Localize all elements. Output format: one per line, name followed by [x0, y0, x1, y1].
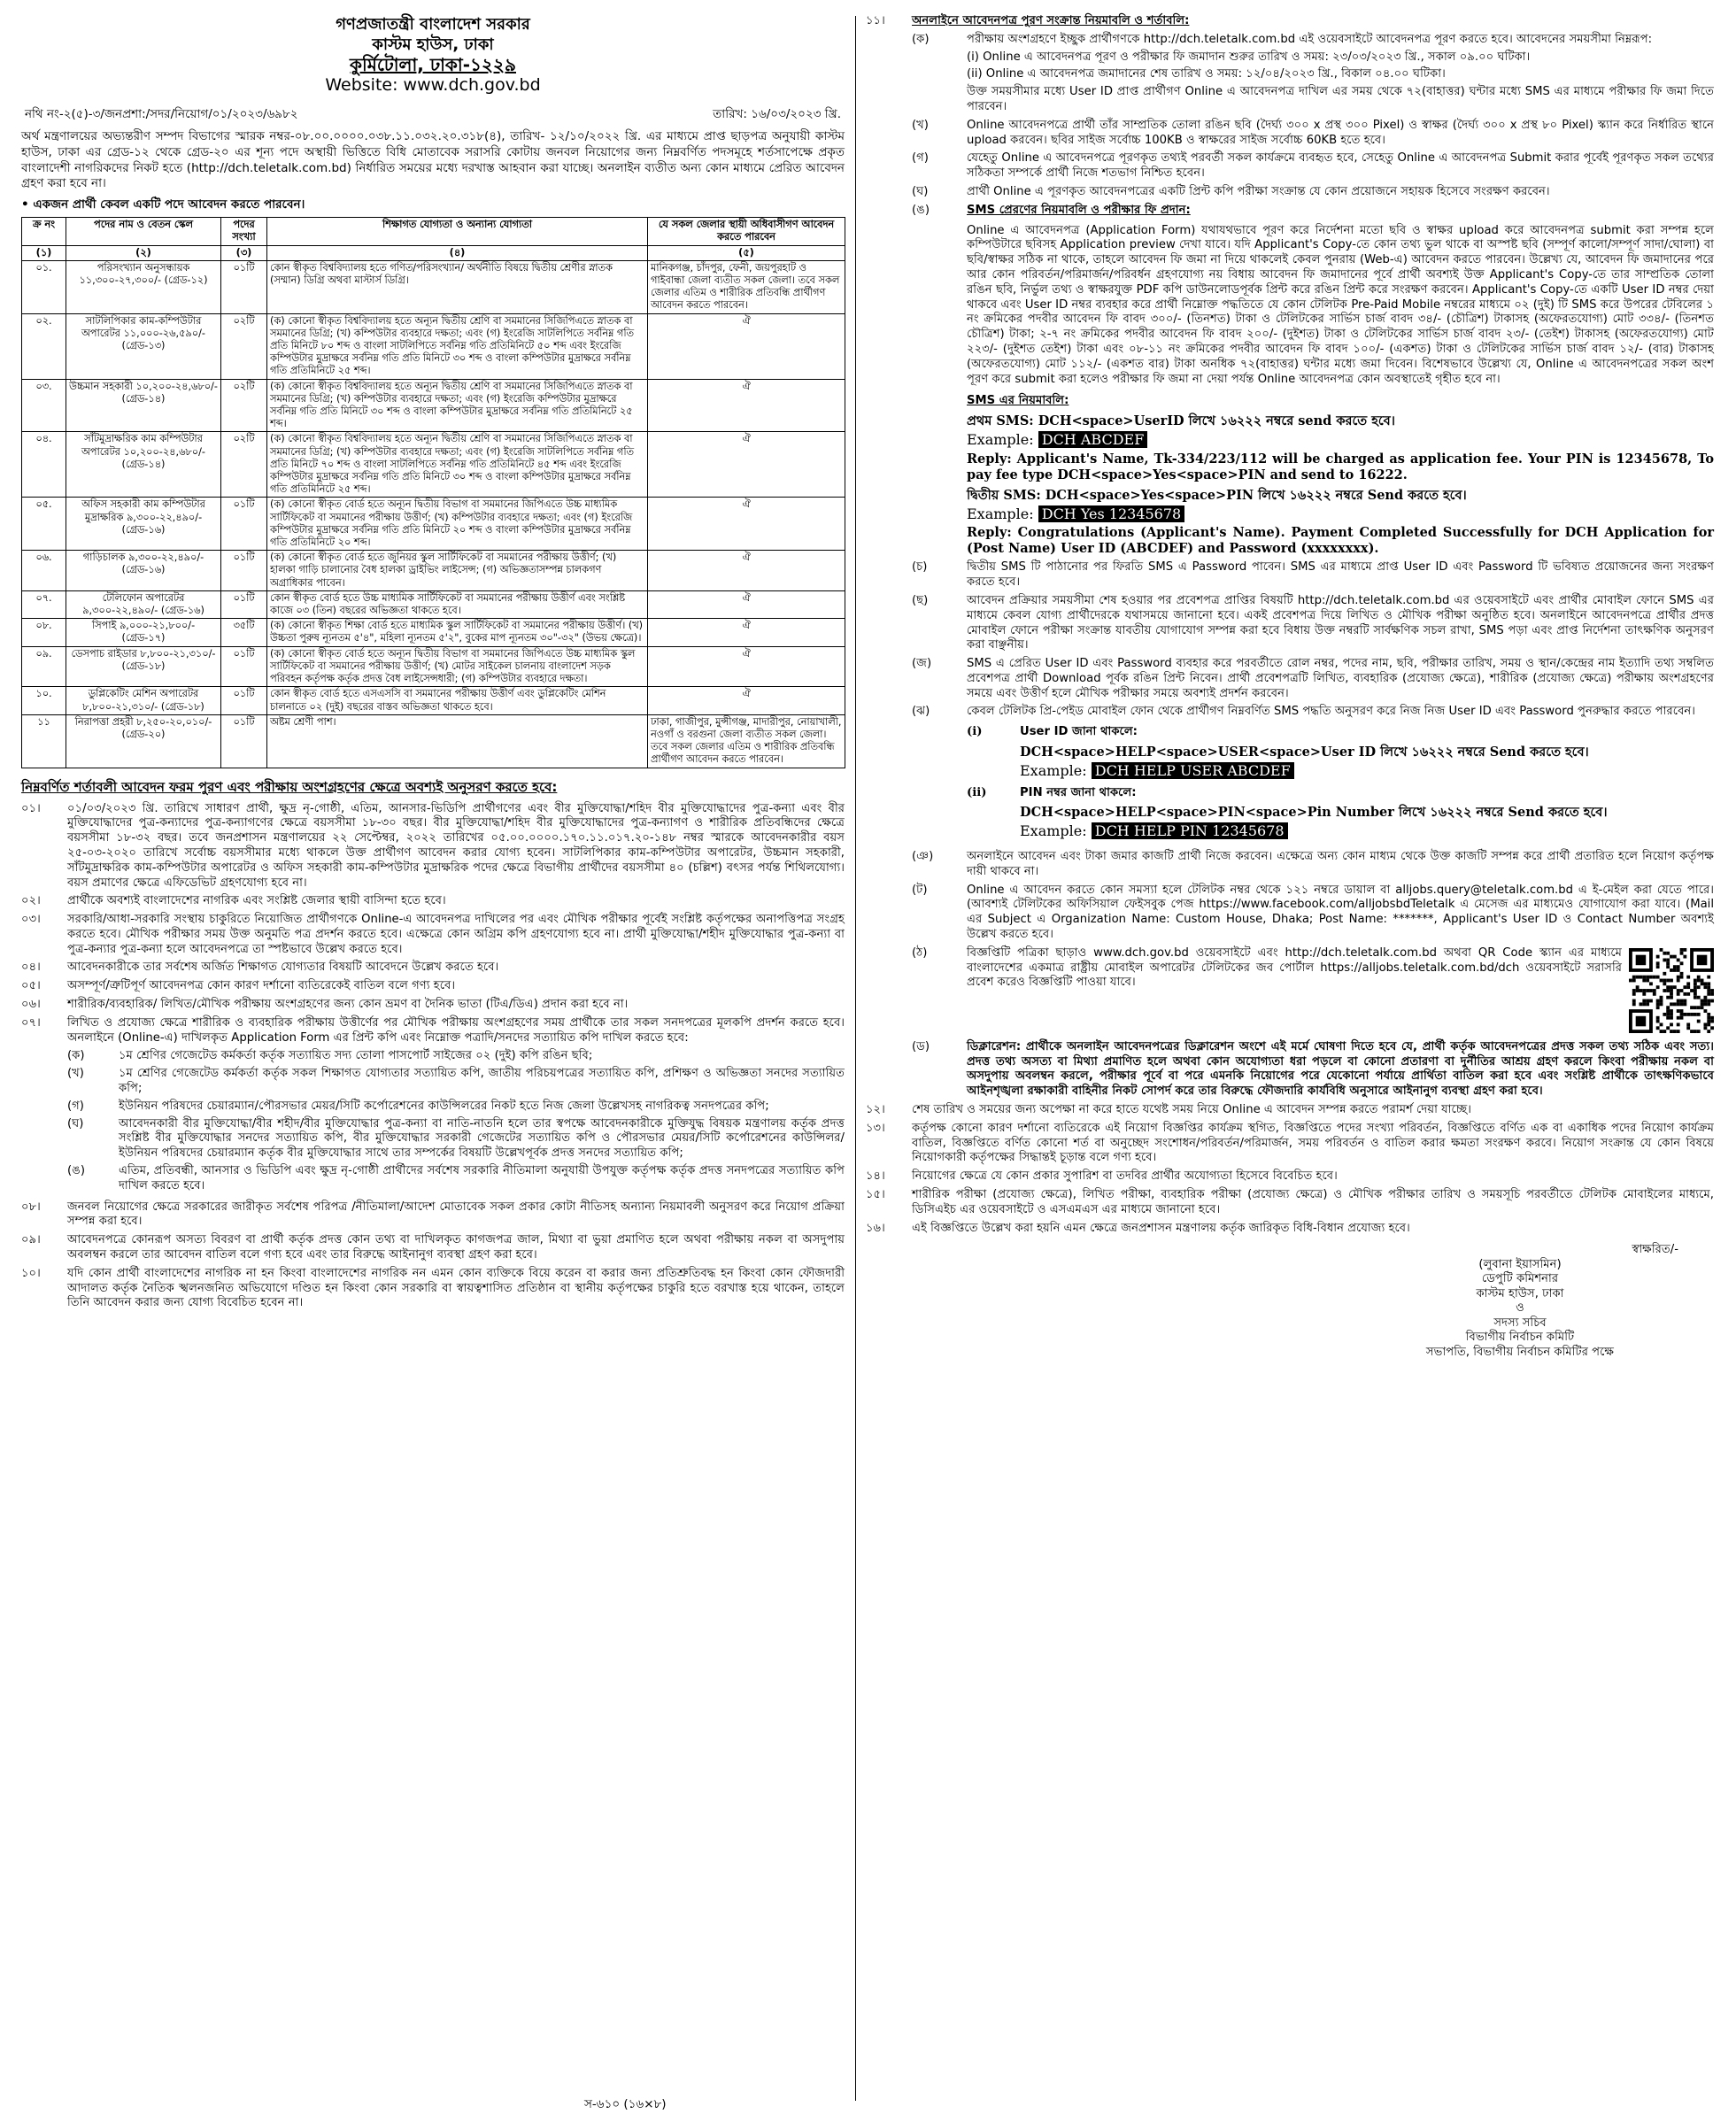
signatory-office: কাস্টম হাউস, ঢাকা: [1476, 1286, 1564, 1300]
help-contact-text: Online এ আবেদন করতে কোন সমস্যা হলে টেলিটক নম্বর থেকে ১২১ নম্বরে ডায়াল বা alljobs.query@teletalk.com.bd এ ই-মেইল করা যেতে পারে। (আবশ্যই টেলিটকের অফিসিয়াল ফেইসবুক পেজ https://www.facebook.com/alljobsbdTeletalk এ মেসেজ এর মাধ্যমেও যোগাযোগ করা যাবে। (Mail এর Subject এ Organization Name: Custom House, Dhaka; Post Name: *******, Applicant's User ID ও Contact Number অবশ্যই উল্লেখ করতে হবে।: [967, 883, 1714, 942]
condition-text: যদি কোন প্রার্থী বাংলাদেশের নাগরিক না হন কিংবা বাংলাদেশের নাগরিক নন এমন কোন ব্যক্তিকে বিয়ে করেন বা করার জন্য প্রতিশ্রুতিবদ্ধ হন কিংবা কোন ফৌজদারী আদালত কর্তৃক নৈতিক স্খলনজনিত অভিযোগে দণ্ডিত হন কিংবা কোন সরকারি বা স্বায়ত্বশাসিত প্রতিষ্ঠান বা স্থানীয় কর্তৃপক্ষের চাকুরি হতে বরখাস্ত হয়ে থাকেন, তাহলে তিনি আবেদন করার জন্য যোগ্য বিবেচিত হবেন না।: [67, 1266, 845, 1310]
photo-upload-rule: Online আবেদনপত্রে প্রার্থী তাঁর সাম্প্রতিক তোলা রঙিন ছবি (দৈর্ঘ্য ৩০০ x প্রস্থ ৩০০ Pixel) ও স্বাক্ষর (দৈর্ঘ্য ৩০০ x প্রস্থ ৮০ Pixel) স্ক্যান করে নির্ধারিত স্থানে upload করবেন। ছবির সাইজ সর্বোচ্চ 100KB ও স্বাক্ষরের সাইজ সর্বোচ্চ 60KB হতে হবে।: [967, 118, 1714, 147]
sub-key: (ঙ): [67, 1164, 85, 1178]
condition-body: [67, 1267, 845, 1315]
qualification-cell: (ক) কোনো স্বীকৃত বোর্ড হতে জুনিয়র স্কুল সার্টিফিকেট বা সমমানের পরীক্ষায় উত্তীর্ণ; (খ) হালকা গাড়ি চালানোর বৈধ হালকা ড্রাইভিং লাইসেন্স; (গ) অভিজ্ঞতাসম্পন্ন চালকগণ অগ্রাধিকার পাবেন।: [267, 551, 648, 591]
sub-key: (গ): [67, 1099, 84, 1113]
right-column: [866, 14, 1714, 2108]
item-ka-text: পরীক্ষায় অংশগ্রহণে ইচ্ছুক প্রার্থীগণকে http://dch.teletalk.com.bd এই ওয়েবসাইটে আবেদনপত্র পূরণ করতে হবে। আবেদনের সময়সীমা নিম্নরূপ:: [967, 32, 1653, 46]
post-cell: ডেসপাচ রাইডার ৮,৮০০-২১,৩১০/- (গ্রেড-১৮): [66, 646, 221, 687]
count-cell: ০১টি: [221, 590, 267, 618]
qualification-cell: (ক) কোনো স্বীকৃত বিশ্ববিদ্যালয় হতে অন্যূন দ্বিতীয় শ্রেণি বা সমমানের সিজিপিএতে স্নাতক বা সমমানের ডিগ্রি; (খ) কম্পিউটার ব্যবহারে দক্ষতা; এবং (গ) ইংরেজি সাটলিপিতে সর্বনিম্ন গতি প্রতি মিনিটে ৮০ শব্দ ও বাংলা সাটলিপিতে সর্বনিম্ন গতি প্রতিমিনিটে ৫০ শব্দ এবং ইংরেজি কম্পিউটার মুদ্রাক্ষরে সর্বনিম্ন গতি প্রতি মিনিটে ৩০ শব্দ ও বাংলা কম্পিউটার মুদ্রাক্ষরে সর্বনিম্ন গতি প্রতিমিনিটে ২৫ শব্দ।: [267, 313, 648, 379]
colnum: (৪): [267, 245, 648, 260]
fee-deadline: উক্ত সময়সীমার মধ্যে User ID প্রাপ্ত প্রার্থীগণ Online এ আবেদনপত্র দাখিল এর সময় থেকে ৭২(বাহাত্তর) ঘন্টার মধ্যে SMS এর মাধ্যমে পরীক্ষার ফি জমা দিতে পারবেন।: [967, 85, 1714, 113]
letterhead: [21, 14, 845, 96]
serial-cell: ০২.: [22, 313, 66, 379]
table-row: [22, 687, 845, 714]
condition-text: জনবল নিয়োগের ক্ষেত্রে সরকারের জারীকৃত সর্বশেষ পরিপত্র /নীতিমালা/আদেশ মোতাবেক সকল প্রকার কোটা নীতিসহ অন্যান্য নিয়মাবলী অনুসরণ করে নিয়োগ প্রক্রিয়া সম্পন্ন করা হবে।: [67, 1200, 845, 1229]
item-ka: [967, 33, 1714, 119]
sub-text: ১ম শ্রেণির গেজেটেড কর্মকর্তা কর্তৃক সকল শিক্ষাগত যোগ্যতার সত্যায়িত কপি, জাতীয় পরিচয়পত্রের সত্যায়িত কপি, প্রশিক্ষণ ও অভিজ্ঞতা সনদের সত্যায়িত কপি;: [119, 1067, 845, 1096]
district-cell: মানিকগঞ্জ, চাঁদপুর, ফেনী, জয়পুরহাট ও গাইবান্ধা জেলা ব্যতীত সকল জেলা। তবে সকল জেলার এতিম ও শারীরিক প্রতিবন্ধি প্রার্থীগণ আবেদন করতে পারবেন।: [648, 260, 845, 313]
clause-12: শেষ তারিখ ও সময়ের জন্য অপেক্ষা না করে হাতে যথেষ্ট সময় নিয়ে Online এ আবেদন সম্পন্ন করতে পরামর্শ দেয়া যাচ্ছে।: [912, 1103, 1472, 1117]
post-cell: সাঁটমুদ্রাক্ষরিক কাম কম্পিউটার অপারেটর ১০,২০০-২৪,৬৮০/- (গ্রেড-১৪): [66, 432, 221, 498]
item-key: (খ): [912, 118, 929, 132]
item-key: (চ): [912, 560, 928, 575]
recovery-ii-label: (ii): [967, 785, 987, 799]
signed-label: স্বাক্ষরিত/-: [1632, 1243, 1678, 1257]
sub-text: ইউনিয়ন পরিষদের চেয়ারম্যান/পৌরসভার মেয়র/সিটি কর্পোরেশনের কাউন্সিলরের নিকট হতে নিজ জেলা উল্লেখসহ নাগরিকত্ব সনদপত্রের কপি;: [119, 1099, 769, 1113]
qualification-cell: (ক) কোনো স্বীকৃত বোর্ড হতে অন্যূন দ্বিতীয় বিভাগ বা সমমানের জিপিএতে উচ্চ মাধ্যমিক সার্টিফিকেট বা সমমানের পরীক্ষায় উত্তীর্ণ; (খ) কম্পিউটার ব্যবহারে দক্ষতা; এবং (গ) ইংরেজি কম্পিউটার মুদ্রাক্ষরে সর্বনিম্ন গতি প্রতি মিনিটে ২০ শব্দ ও বাংলা কম্পিউটার মুদ্রাক্ষরে সর্বনিম্ন গতি প্রতিমিনিটে ২০ শব্দ।: [267, 498, 648, 551]
portal-info-text: বিজ্ঞপ্তিটি পত্রিকা ছাড়াও www.dch.gov.bd ওয়েবসাইটে এবং http://dch.teletalk.com.bd অথবা QR Code স্ক্যান এর মাধ্যমে বাংলাদেশের একমাত্র রাষ্ট্রীয় মোবাইল অপারেটর টেলিটকের জব পোর্টাল https://alljobs.teletalk.com.bd/dch ওয়েবসাইটে সরাসরি প্রবেশ করেও বিজ্ঞপ্তিটি পাওয়া যাবে।: [967, 945, 1622, 990]
table-row: [22, 590, 845, 618]
district-cell: ঐ: [648, 619, 845, 646]
list-item: [67, 1100, 845, 1117]
memo-line: [21, 104, 845, 125]
condition-number: ০৮।: [21, 1200, 41, 1214]
condition-body: [67, 961, 845, 979]
count-cell: ০১টি: [221, 551, 267, 591]
condition-text: ০১/০৩/২০২৩ খ্রি. তারিখে সাধারণ প্রার্থী, ক্ষুদ্র নৃ-গোষ্ঠী, এতিম, আনসার-ভিডিপি প্রার্থীগণের এবং বীর মুক্তিযোদ্ধা/শহিদ বীর মুক্তিযোদ্ধাদের পুত্র-কন্যা এবং বীর মুক্তিযোদ্ধাদের পুত্র-কন্যাদের পুত্র-কন্যাগণের ক্ষেত্রে বয়সসীমা ১৮-৩০ বছর। বীর মুক্তিযোদ্ধা/শহিদ বীর মুক্তিযোদ্ধাদের পুত্র-কন্যাগণ ও শারীরিক প্রতিবন্ধিদের ক্ষেত্রে বয়সসীমা ১৮-৩২ বছর। তবে জনপ্রশাসন মন্ত্রণালয়ের ২২ সেপ্টেম্বর, ২০২২ তারিখের ০৫.০০.০০০০.১৭০.১১.০১৭.২০-১৪৮ নম্বর স্মারকে আবেদনকারীর বয়স ২৫-০৩-২০২০ তারিখে সর্বোচ্চ বয়সসীমার মধ্যে থাকলে উক্ত প্রার্থীগণ আবেদন করার যোগ্য হবেন। সাটলিপিকার কাম-কম্পিউটার অপারেটর, উচ্চমান সহকারী, সাঁটমুদ্রাক্ষরিক কাম-কম্পিউটার অপারেটর ও অফিস সহকারী কাম-কম্পিউটার মুদ্রাক্ষরিক পদের ক্ষেত্রে বিভাগীয় প্রার্থীদের বয়সসীমা ৪০ (চল্লিশ) বৎসর পর্যন্ত শিথিলযোগ্য। বয়স প্রমাণের ক্ষেত্রে এফিডেভিট গ্রহণযোগ্য হবে না।: [67, 801, 845, 890]
post-cell: টেলিফোন অপারেটর ৯,৩০০-২২,৪৯০/- (গ্রেড-১৬): [66, 590, 221, 618]
col-header-district: যে সকল জেলার স্থায়ী অধিবাসীগণ আবেদন করতে পারবেন: [648, 218, 845, 245]
qualification-cell: (ক) কোনো স্বীকৃত বোর্ড হতে অন্যূন দ্বিতীয় বিভাগ বা সমমানের জিপিএতে উচ্চ মাধ্যমিক স্কুল সার্টিফিকেট বা সমমানের পরীক্ষায় উত্তীর্ণ; (খ) মোটর সাইকেল চালনায় বাংলাদেশ সড়ক পরিবহন কর্তৃপক্ষ কর্তৃক প্রদত্ত বৈধ লাইসেন্সধারী; (গ) কম্পিউটার ব্যবহারে দক্ষতা।: [267, 646, 648, 687]
col-header-count: পদের সংখ্যা: [221, 218, 267, 245]
district-cell: ঐ: [648, 379, 845, 432]
reply-2: Reply: Congratulations (Applicant's Name). Payment Completed Successfully for DCH Application for (Post Name) User ID (ABCDEF) and Password (xxxxxxxx).: [967, 525, 1714, 557]
admit-download-rule: SMS এ প্রেরিত User ID এবং Password ব্যবহার করে পরবর্তীতে রোল নম্বর, পদের নাম, ছবি, পরীক্ষার তারিখ, সময় ও স্থান/কেন্দ্রের নাম ইত্যাদি তথ্য সম্বলিত প্রবেশপত্র প্রার্থী Download পূর্বক রঙিন প্রিন্ট নিবেন। প্রার্থী প্রবেশপত্রটি লিখিত, ব্যবহারিক (প্রযোজ্য ক্ষেত্রে), শারীরিক (প্রযোজ্য ক্ষেত্রে) পরীক্ষায় অংশগ্রহণের সময়ে এবং উত্তীর্ণ হলে মৌখিক পরীক্ষার সময়ে অবশ্যই প্রদর্শন করবেন।: [967, 657, 1714, 700]
example-label: Example:: [1020, 822, 1087, 840]
district-cell: ঐ: [648, 646, 845, 687]
qualification-cell: অষ্টম শ্রেণী পাশ।: [267, 714, 648, 768]
condition-number: ০৬।: [21, 998, 41, 1012]
sub-key: (ঘ): [67, 1116, 84, 1130]
clause-16: এই বিজ্ঞপ্তিতে উল্লেখ করা হয়নি এমন ক্ষেত্রে জনপ্রশাসন মন্ত্রণালয় কর্তৃক জারিকৃত বিধি-বিধান প্রযোজ্য হবে।: [912, 1221, 1410, 1235]
district-cell: ঐ: [648, 313, 845, 379]
online-rules-title: অনলাইনে আবেদনপত্র পুরণ সংক্রান্ত নিয়মাবলি ও শর্তাবলি:: [912, 14, 1190, 27]
condition-number: ০৩।: [21, 913, 41, 927]
colnum: (৩): [221, 245, 267, 260]
post-cell: সিপাই ৯,০০০-২১,৮০০/- (গ্রেড-১৭): [66, 619, 221, 646]
list-item: [21, 913, 845, 961]
example-label: Example:: [1020, 761, 1087, 779]
conditions-title: নিম্নবর্ণিত শর্তাবলী আবেদন ফরম পুরণ এবং পরীক্ষায় অংশগ্রহণের ক্ষেত্রে অবশ্যই অনুসরণ করতে হবে:: [21, 778, 558, 795]
example-2: [967, 507, 1714, 522]
district-cell: ঐ: [648, 498, 845, 551]
serial-cell: ১০.: [22, 687, 66, 714]
recovery-ii-command: DCH<space>HELP<space>PIN<space>Pin Number লিখে ১৬২২২ নম্বরে Send করতে হবে।: [1020, 805, 1608, 821]
list-item: [67, 1164, 845, 1197]
list-item: [67, 1067, 845, 1100]
col-header-serial: ক্র নং: [22, 218, 66, 245]
qualification-cell: কোন স্বীকৃত বিশ্ববিদ্যালয় হতে গণিত/পরিসংখ্যান/ অর্থনীতি বিষয়ে দ্বিতীয় শ্রেণীর স্নাতক (সম্মান) ডিগ্রি অথবা মাস্টার্স ডিগ্রি।: [267, 260, 648, 313]
count-cell: ০১টি: [221, 646, 267, 687]
item-key: (ট): [912, 883, 928, 897]
list-item: [21, 998, 845, 1016]
online-rules-block: [866, 14, 1714, 1239]
condition-body: [67, 1233, 845, 1267]
qr-code-icon[interactable]: [1629, 948, 1714, 1033]
signature-block: [1326, 1243, 1714, 1360]
sub-text: ১ম শ্রেণির গেজেটেড কর্মকর্তা কর্তৃক সত্যায়িত সদ্য তোলা পাসপোর্ট সাইজের ০২ (দুই) কপি রঙিন ছবি;: [119, 1049, 593, 1063]
recovery-ii-title: PIN নম্বর জানা থাকলে:: [1020, 785, 1137, 799]
colnum: (২): [66, 245, 221, 260]
memo-date: তারিখ: ১৬/০৩/২০২৩ খ্রি.: [713, 107, 841, 121]
signatory-name: (লুবানা ইয়াসমিন): [1478, 1257, 1562, 1271]
recovery-text: কেবল টেলিটক প্রি-পেইড মোবাইল ফোন থেকে প্রার্থীগণ নিম্নবর্ণিত SMS পদ্ধতি অনুসরণ করে নিজ নিজ User ID এবং Password পুনরুদ্ধার করতে পারবেন।: [967, 705, 1696, 719]
serial-cell: ০৩.: [22, 379, 66, 432]
sub-text: এতিম, প্রতিবন্ধী, আনসার ও ভিডিপি এবং ক্ষুদ্র নৃ-গোষ্ঠী প্রার্থীদের সর্বশেষ সরকারি নীতিমালা অনুযায়ী উপযুক্ত কর্তৃপক্ষ কর্তৃক প্রদত্ত সনদপত্রের সত্যায়িত কপি দাখিল করতে হবে।: [119, 1164, 845, 1192]
condition-body: [67, 1200, 845, 1234]
count-cell: ০২টি: [221, 313, 267, 379]
self-apply-rule: অনলাইনে আবেদন এবং টাকা জমার কাজটি প্রার্থী নিজে করবেন। এক্ষেত্রে অন্য কোন মাধ্যম থেকে উক্ত কাজটি সম্পন্ন করে প্রার্থী প্রতারিত হলে নিয়োগ কর্তৃপক্ষ দায়ী থাকবে না।: [967, 850, 1714, 878]
posts-table-body: [22, 260, 845, 768]
section-number: ১২।: [866, 1103, 885, 1117]
section-number: ১৪।: [866, 1169, 885, 1184]
condition-body: [67, 1016, 845, 1200]
example-1: [967, 430, 1714, 448]
condition-text: সরকারি/আধা-সরকারি সংস্থায় চাকুরিতে নিয়োজিত প্রার্থীগণকে Online-এ আবেদনপত্র দাখিলের পর এবং মৌখিক পরীক্ষার পূর্বেই সংশ্লিষ্ট কর্তৃপক্ষের অনাপত্তিপত্র সংগ্রহ করতে হবে। মৌখিক পরীক্ষার সময় উক্ত অনুমতি পত্র প্রদর্শন করতে হবে। এক্ষেত্রে কোন অগ্রিম কপি গ্রহণযোগ্য হবে না। প্রার্থী মুক্তিযোদ্ধা/শহীদ মুক্তিযোদ্ধার পুত্র-কন্যা বা পুত্র-কন্যার পুত্র-কন্যা হলে আবেদনপত্রে তা স্পষ্টভাবে উল্লেখ করতে হবে।: [67, 913, 845, 956]
recovery-methods: [967, 725, 1714, 846]
item-key: (গ): [912, 151, 929, 166]
item-key: (ঝ): [912, 705, 930, 719]
count-cell: ০২টি: [221, 432, 267, 498]
condition-body: [67, 979, 845, 998]
count-cell: ৩৫টি: [221, 619, 267, 646]
count-cell: ০১টি: [221, 687, 267, 714]
col-header-qualification: শিক্ষাগত যোগ্যতা ও অন্যান্য যোগ্যতা: [267, 218, 648, 245]
reply-1: Reply: Applicant's Name, Tk-334/223/112 will be charged as application fee. Your PIN is 12345678, To pay fee type DCH<space>Yes<space>PIN and send to 16222.: [967, 451, 1714, 482]
qualification-cell: কোন স্বীকৃত বোর্ড হতে উচ্চ মাধ্যমিক সার্টিফিকেট বা সমমানের পরীক্ষায় উত্তীর্ণ এবং সংশ্লিষ্ট কাজে ০৩ (তিন) বছরের অভিজ্ঞতা থাকতে হবে।: [267, 590, 648, 618]
example-4-code: DCH HELP PIN 12345678: [1092, 822, 1288, 839]
print-copy-rule: প্রার্থী Online এ পূরণকৃত আবেদনপত্রের একটি প্রিন্ট কপি পরীক্ষা সংক্রান্ত যে কোন প্রয়োজনে সহায়ক হিসেবে সংরক্ষণ করবেন।: [967, 184, 1550, 198]
condition-body: [67, 894, 845, 913]
colnum: (১): [22, 245, 66, 260]
post-cell: পরিসংখ্যান অনুসন্ধায়ক ১১,৩০০-২৭,৩০০/- (গ্রেড-১২): [66, 260, 221, 313]
list-item: [21, 961, 845, 979]
serial-cell: ০৯.: [22, 646, 66, 687]
sms-rules-title: SMS এর নিয়মাবলি:: [967, 394, 1069, 408]
document-list: [67, 1049, 845, 1196]
condition-text: লিখিত ও প্রযোজ্য ক্ষেত্রে শারীরিক ও ব্যবহারিক পরীক্ষায় উত্তীর্ণের পর মৌখিক পরীক্ষায় অংশগ্রহণের সময় প্রার্থীকে তার সকল সনদপত্রের মূলকপি প্রদর্শন করতে হবে। অনলাইনে (Online-এ) দাখিলকৃত Application Form এর প্রিন্ট কপি এবং নিম্নোক্ত পত্রাদি/সনদের সত্যায়িত কপি দাখিল করতে হবে:: [67, 1015, 845, 1045]
example-label: Example:: [967, 505, 1034, 522]
section-number: ১১।: [866, 14, 885, 27]
section-number: ১৫।: [866, 1188, 885, 1202]
post-cell: ডুপ্লিকেটিং মেশিন অপারেটর ৮,৮০০-২১,৩১০/- (গ্রেড-১৮): [66, 687, 221, 714]
district-cell: ঐ: [648, 432, 845, 498]
condition-text: আবেদনপত্রে কোনরূপ অসত্য বিবরণ বা প্রার্থী কর্তৃক প্রদত্ত কোন তথ্য বা দাখিলকৃত কাগজপত্র জাল, মিথ্যা বা ভুয়া প্রমাণিত হলে অথবা পরীক্ষায় নকল বা অসদুপায় অবলম্বন করলে তার আবেদন বাতিল বলে গণ্য হবে এবং তার বিরুদ্ধে আইনানুগ ব্যবস্থা গ্রহণ করা হবে।: [67, 1233, 845, 1262]
signatory-chair: সভাপতি, বিভাগীয় নির্বাচন কমিটির পক্ষে: [1425, 1345, 1615, 1359]
table-row: [22, 498, 845, 551]
serial-cell: ০৫.: [22, 498, 66, 551]
memo-ref: নথি নং-২(৫)-৩/জনপ্রশা:/সদর/নিয়োগ/০১/২০২৩/৬৯৮২: [25, 107, 298, 121]
list-item: [21, 1200, 845, 1234]
application-start: (i) Online এ আবেদনপত্র পূরণ ও পরীক্ষার ফি জমাদান শুরুর তারিখ ও সময়: ২৩/০৩/২০২৩ খ্রি., সকাল ০৯.০০ ঘটিকা।: [967, 50, 1531, 64]
example-4: [1020, 824, 1714, 839]
condition-text: অসম্পূর্ণ/ত্রুটিপূর্ণ আবেদনপত্র কোন কারণ দর্শানো ব্যতিরেকেই বাতিল বলে গণ্য হবে।: [67, 979, 456, 993]
govt-name: গণপ্রজাতন্ত্রী বাংলাদেশ সরকার: [336, 15, 530, 34]
condition-number: ০৫।: [21, 979, 41, 993]
list-item: [21, 1267, 845, 1315]
table-row: [22, 432, 845, 498]
example-3-code: DCH HELP USER ABCDEF: [1092, 762, 1294, 779]
admit-card-notice: আবেদন প্রক্রিয়ার সময়সীমা শেষ হওয়ার পর প্রবেশপত্র প্রাপ্তির বিষয়টি http://dch.teletalk.com.bd এর ওয়েবসাইটে এবং প্রার্থীর মোবাইল ফোনে SMS এর মাধ্যমে কেবল যোগ্য প্রার্থীদেরকে যথাসময়ে জানানো হবে। একই প্রবেশপত্র দিয়ে লিখিত ও মৌখিক পরীক্ষা অনুষ্ঠিত হবে। অনলাইনে আবেদনপত্রে প্রার্থীর প্রদত্ত মোবাইল ফোনে পরীক্ষা সংক্রান্ত যাবতীয় যোগাযোগ সম্পন্ন করা হবে বিধায় উক্ত নম্বরটি সার্বক্ষণিক সচল রাখা, SMS পড়া এবং প্রাপ্ত নির্দেশনা তাৎক্ষণিক অনুসরণ করা বাঞ্ছনীয়।: [967, 593, 1714, 652]
example-3: [1020, 761, 1714, 779]
table-row: [22, 551, 845, 591]
sub-key: (ক): [67, 1049, 85, 1063]
post-cell: গাড়িচালক ৯,৩০০-২২,৪৯০/- (গ্রেড-১৬): [66, 551, 221, 591]
table-row: [22, 714, 845, 768]
clause-14: নিয়োগের ক্ষেত্রে যে কোন প্রকার সুপারিশ বা তদবির প্রার্থীর অযোগ্যতা হিসেবে বিবেচিত হবে।: [912, 1169, 1338, 1184]
second-sms-instruction: দ্বিতীয় SMS: DCH<space>Yes<space>PIN লিখে ১৬২২২ নম্বরে Send করতে হবে।: [967, 487, 1467, 503]
application-end: (ii) Online এ আবেদনপত্র জমাদানের শেষ তারিখ ও সময়: ১২/০৪/২০২৩ খ্রি., বিকাল ০৪.০০ ঘটিকা।: [967, 67, 1446, 81]
signatory-and: ও: [1516, 1301, 1524, 1316]
item-key: (জ): [912, 657, 932, 671]
serial-cell: ০১.: [22, 260, 66, 313]
item-key: (ঠ): [912, 945, 928, 960]
signatory-committee: বিভাগীয় নির্বাচন কমিটি: [1465, 1331, 1575, 1345]
sms-fee-section: [967, 204, 1714, 561]
list-item: [21, 1233, 845, 1267]
qualification-cell: (ক) কোনো স্বীকৃত বিশ্ববিদ্যালয় হতে অন্যূন দ্বিতীয় শ্রেণি বা সমমানের সিজিপিএতে স্নাতক বা সমমানের ডিগ্রি; (খ) কম্পিউটার ব্যবহারে দক্ষতা; এবং (গ) ইংরেজি সাটলিপিতে সর্বনিম্ন গতি প্রতি মিনিটে ৭০ শব্দ ও বাংলা সাটলিপিতে সর্বনিম্ন গতি প্রতিমিনিটে ৪৫ শব্দ এবং ইংরেজি কম্পিউটার মুদ্রাক্ষরে সর্বনিম্ন গতি প্রতি মিনিটে ৩০ শব্দ ও বাংলা কম্পিউটার মুদ্রাক্ষরে সর্বনিম্ন গতি প্রতিমিনিটে ২৫ শব্দ।: [267, 432, 648, 498]
condition-number: ০৪।: [21, 961, 41, 975]
count-cell: ০২টি: [221, 379, 267, 432]
sms-fee-title: SMS প্রেরণের নিয়মাবলি ও পরীক্ষার ফি প্রদান:: [967, 203, 1191, 217]
table-row: [22, 313, 845, 379]
list-item: [21, 894, 845, 913]
recovery-i-label: (i): [967, 725, 983, 739]
serial-cell: ০৮.: [22, 619, 66, 646]
condition-text: প্রার্থীকে অবশ্যই বাংলাদেশের নাগরিক এবং সংশ্লিষ্ট জেলার স্থায়ী বাসিন্দা হতে হবে।: [67, 894, 446, 908]
table-row: [22, 379, 845, 432]
item-key: (ড): [912, 1039, 930, 1053]
section-number: ১৬।: [866, 1221, 885, 1235]
district-cell: ঢাকা, গাজীপুর, মুন্সীগঞ্জ, মাদারীপুর, নোয়াখালী, নওগাঁ ও বরগুনা জেলা ব্যতীত সকল জেলা। তবে সকল জেলার এতিম ও শারীরিক প্রতিবন্ধি প্রার্থীগণ আবেদন করতে পারবেন।: [648, 714, 845, 768]
signatory-designation: ডেপুটি কমিশনার: [1481, 1272, 1559, 1286]
left-column: [21, 14, 845, 2108]
condition-body: [67, 998, 845, 1016]
post-cell: নিরাপত্তা প্রহরী ৮,২৫০-২০,০১০/- (গ্রেড-২০): [66, 714, 221, 768]
serial-cell: ০৬.: [22, 551, 66, 591]
signatory-member: সদস্য সচিব: [1493, 1316, 1547, 1330]
condition-number: ০৭।: [21, 1015, 41, 1030]
recovery-i-command: DCH<space>HELP<space>USER<space>User ID লিখে ১৬২২২ নম্বরে Send করতে হবে।: [1020, 745, 1589, 760]
table-row: [22, 646, 845, 687]
list-item: [67, 1049, 845, 1067]
condition-body: [67, 802, 845, 895]
post-cell: অফিস সহকারী কাম কম্পিউটার মুদ্রাক্ষরিক ৯,৩০০-২২,৪৯০/- (গ্রেড-১৬): [66, 498, 221, 551]
serial-cell: ১১: [22, 714, 66, 768]
password-rule: দ্বিতীয় SMS টি পাঠানোর পর ফিরতি SMS এ Password পাবেন। SMS এর মাধ্যমে প্রাপ্ত User ID এবং Password টি ভবিষ্যত প্রয়োজনের জন্য সংরক্ষণ করতে হবে।: [967, 560, 1714, 590]
intro-paragraph: অর্থ মন্ত্রণালয়ের অভ্যন্তরীণ সম্পদ বিভাগের স্মারক নম্বর-০৮.০০.০০০০.০৩৮.১১.০৩২.২০.৩১৮(৪), তারিখ- ১২/১০/২০২২ খ্রি. এর মাধ্যমে প্রাপ্ত ছাড়পত্র অনুযায়ী কাস্টম হাউস, ঢাকা এর গ্রেড-১২ থেকে গ্রেড-২০ এর শূন্য পদে অস্থায়ী ভিত্তিতে বিধি মোতাবেক সরাসরি কোটায় জনবল নিয়োগের জন্য নিম্নবর্ণিত পদসমূহে শর্তসাপেক্ষে প্রকৃত বাংলাদেশী নাগরিকদের নিকট হতে (http://dch.teletalk.com.bd) নির্ধারিত সময়ের মধ্যে দরখাস্ত আহবান করা যাচ্ছে। অনলাইন ব্যতীত অন্য কোন মাধ্যমে প্রেরিত আবেদন গ্রহণ করা হবে না।: [21, 129, 845, 191]
example-1-code: DCH ABCDEF: [1038, 431, 1148, 448]
colnum: (৫): [648, 245, 845, 260]
condition-number: ০৯।: [21, 1233, 41, 1247]
condition-number: ০১।: [21, 801, 41, 815]
condition-text: শারীরিক/ব্যবহারিক/ লিখিত/মৌখিক পরীক্ষায় অংশগ্রহণের জন্য কোন ভ্রমণ বা দৈনিক ভাতা (টিএ/ডিএ) প্রদান করা হবে না।: [67, 998, 629, 1012]
condition-number: ০২।: [21, 894, 41, 908]
conditions-list: [21, 802, 845, 1316]
sub-key: (খ): [67, 1067, 84, 1081]
count-cell: ০১টি: [221, 498, 267, 551]
table-header-row: [22, 218, 845, 245]
example-2-code: DCH Yes 12345678: [1038, 505, 1184, 522]
recovery-i-title: User ID জানা থাকলে:: [1020, 725, 1138, 739]
list-item: [67, 1117, 845, 1164]
item-key: (ক): [912, 32, 930, 46]
website-line: Website: www.dch.gov.bd: [325, 75, 541, 95]
portal-info: [967, 946, 1714, 1040]
item-key: (ঞ): [912, 850, 934, 864]
example-label: Example:: [967, 430, 1034, 448]
recovery-section: [967, 705, 1714, 850]
declaration-text: ডিক্লারেশন: প্রার্থীকে অনলাইন আবেদনপত্রের ডিক্লারেশন অংশে এই মর্মে ঘোষণা দিতে হবে যে, প্রার্থী কর্তৃক আবেদনপত্রের প্রদত্ত সকল তথ্য সঠিক এবং সত্য। প্রদত্ত তথ্য অসত্য বা মিথ্যা প্রমাণিত হলে অথবা কোন অযোগ্যতা ধরা পড়লে বা কোনো প্রতারণা বা দুর্নীতির আশ্রয় গ্রহণ করলে কিংবা পরীক্ষায় নকল বা অসদুপায় অবলম্বন করলে, পরীক্ষার পূর্বে বা পরে এমনকি নিয়োগের পরে যেকোনো পর্যায়ে প্রার্থিতা বাতিল করা হবে এবং সংশ্লিষ্ট প্রার্থীকে তাৎক্ষণিকভাবে আইনশৃঙ্খলা রক্ষাকারী বাহিনীর নিকট সোপর্দ করে তার বিরুদ্ধে ফৌজদারি কার্যবিধি অনুসারে আইনানুগ ব্যবস্থা গ্রহণ করা হবে।: [967, 1039, 1714, 1099]
serial-cell: ০৭.: [22, 590, 66, 618]
district-cell: ঐ: [648, 590, 845, 618]
table-colnum-row: [22, 245, 845, 260]
data-accuracy-rule: যেহেতু Online এ আবেদনপত্রে পূরণকৃত তথ্যই পরবর্তী সকল কার্যক্রমে ব্যবহৃত হবে, সেহেতু Online এ আবেদনপত্র Submit করার পূর্বেই পূরণকৃত সকল তথ্যের সঠিকতা সম্পর্কে প্রার্থী নিজে শতভাগ নিশ্চিত হবেন।: [967, 151, 1714, 181]
qualification-cell: (ক) কোনো স্বীকৃত বিশ্ববিদ্যালয় হতে অন্যূন দ্বিতীয় শ্রেণি বা সমমানের সিজিপিএতে স্নাতক বা সমমানের ডিগ্রি; (খ) কম্পিউটার ব্যবহারে দক্ষতা; এবং (গ) ইংরেজি কম্পিউটার মুদ্রাক্ষরে সর্বনিম্ন গতি প্রতি মিনিটে ৩০ শব্দ ও বাংলা কম্পিউটার মুদ্রাক্ষরে সর্বনিম্ন গতি প্রতিমিনিটে ২৫ শব্দ।: [267, 379, 648, 432]
district-cell: ঐ: [648, 687, 845, 714]
post-cell: উচ্চমান সহকারী ১০,২০০-২৪,৬৮০/- (গ্রেড-১৪): [66, 379, 221, 432]
table-row: [22, 260, 845, 313]
column-divider: [855, 16, 856, 2101]
one-post-note: • একজন প্রার্থী কেবল একটি পদে আবেদন করতে পারবেন।: [21, 197, 305, 212]
list-item: [21, 802, 845, 895]
district-cell: ঐ: [648, 551, 845, 591]
clause-15: শারীরিক পরীক্ষা (প্রযোজ্য ক্ষেত্রে), লিখিত পরীক্ষা, ব্যবহারিক পরীক্ষা (প্রযোজ্য ক্ষেত্রে) ও মৌখিক পরীক্ষার তারিখ ও সময়সূচি পরবর্তীতে টেলিটক মোবাইলের মাধ্যমে, ডিসিএইচ এর ওয়েবসাইটে ও এসএমএস এর মাধ্যমে জানানো হবে।: [912, 1188, 1714, 1216]
list-item: [21, 1016, 845, 1200]
item-key: (ঙ): [912, 203, 930, 217]
table-row: [22, 619, 845, 646]
item-key: (ঘ): [912, 184, 929, 198]
first-sms-instruction: প্রথম SMS: DCH<space>UserID লিখে ১৬২২২ নম্বরে send করতে হবে।: [967, 413, 1395, 429]
section-number: ১৩।: [866, 1121, 885, 1135]
office-name: কাস্টম হাউস, ঢাকা: [372, 35, 494, 54]
qualification-cell: (ক) কোনো স্বীকৃত শিক্ষা বোর্ড হতে মাধ্যমিক স্কুল সার্টিফিকেট বা সমমানের পরীক্ষায় উত্তীর্ণ। (খ) উচ্চতা পুরুষ ন্যূনতম ৫'৪", মহিলা ন্যূনতম ৫'২", বুকের মাপ ন্যূনতম ৩০"-৩২" (উভয় ক্ষেত্রে)।: [267, 619, 648, 646]
sms-fee-text: Online এ আবেদনপত্র (Application Form) যথাযথভাবে পূরণ করে নির্দেশনা মতো ছবি ও স্বাক্ষর upload করে আবেদনপত্র submit করা সম্পন্ন হলে কম্পিউটারে ছবিসহ Application preview দেখা যাবে। যদি Applicant's Copy-তে কোন তথ্য ভুল থাকে বা অস্পষ্ট ছবি (সম্পূর্ণ কালো/সম্পূর্ণ সাদা/ঘোলা) বা ছবি/স্বাক্ষর সঠিক না থাকে, তাহলে আবেদন ফি জমা না দিয়ে থাকলেই কেবল পুনরায় (Web-এ) আবেদন করতে পারবেন। উল্লেখ্য যে, আবেদন ফি জমাদানের পরে আর কোন পরিবর্তন/পরিমার্জন/পরিবর্ধন গ্রহণযোগ্য নয় বিধায় আবেদন ফি জমাদানের পূর্বে প্রার্থী অবশ্যই উক্ত Applicant's Copy-তে তার সাম্প্রতিক তোলা রঙিন ছবি, নির্ভুল তথ্য ও স্বাক্ষরযুক্ত PDF কপি ডাউনলোডপূর্বক প্রিন্ট করে রঙিন প্রিন্ট করে সংরক্ষণ করবেন। Applicant's Copy-তে একটি User ID নম্বর দেয়া থাকবে এবং User ID নম্বর ব্যবহার করে প্রার্থী নিম্নোক্ত পদ্ধতিতে যে কোন টেলিটক Pre-Paid Mobile নম্বরের মাধ্যমে ০২ (দুই) টি SMS করে উপরের টেবিলের ১ নং ক্রমিকের পদবীর আবেদন ফি বাবদ ৩০০/- (তিনশত) টাকা ও টেলিটকের সার্ভিস চার্জ বাবদ ৩৪/- (চৌত্রিশ) টাকাসহ (অফেরতযোগ্য) মোট ৩৩৪/- (তিনশত চৌত্রিশ) টাকা; ২-৭ নং ক্রমিকের পদবীর আবেদন ফি বাবদ ২০০/- (দুইশত) টাকা ও টেলিটকের সার্ভিস চার্জ বাবদ ২৩/- (তেইশ) টাকাসহ (অফেরতযোগ্য) মোট ২২৩/- (দুইশত তেইশ) টাকা এবং ০৮-১১ নং ক্রমিকের পদবীর আবেদন ফি বাবদ ১০০/- (একশত) টাকা ও টেলিটকের সার্ভিস চার্জ বাবদ ১২/- (বার) টাকাসহ (অফেরতযোগ্য) মোট ১১২/- (একশত বার) টাকা অনধিক ৭২(বাহাত্তর) ঘন্টার মধ্যে জমা দিবেন। বিশেষভাবে উল্লেখ্য যে, Online এ আবেদনপত্রের সকল অংশ পূরণ করে submit করা হলেও পরীক্ষার ফি জমা না দেয়া পর্যন্ত Online আবেদনপত্র কোন অবস্থাতেই গৃহীত হবে না।: [967, 223, 1714, 386]
print-code: স-৬১০ (১৬×৮): [584, 2097, 667, 2111]
serial-cell: ০৪.: [22, 432, 66, 498]
office-address: কুর্মিটোলা, ঢাকা-১২২৯: [350, 54, 516, 75]
qualification-cell: কোন স্বীকৃত বোর্ড হতে এসএসসি বা সমমানের পরীক্ষায় উত্তীর্ণ এবং ডুপ্লিকেটিং মেশিন চালনাতে ০২ (দুই) বছরের বাস্তব অভিজ্ঞতা থাকতে হবে।: [267, 687, 648, 714]
list-item: [21, 979, 845, 998]
post-cell: সাটলিপিকার কাম-কম্পিউটার অপারেটর ১১,০০০-২৬,৫৯০/- (গ্রেড-১৩): [66, 313, 221, 379]
clause-13: কর্তৃপক্ষ কোনো কারণ দর্শানো ব্যতিরেকে এই নিয়োগ বিজ্ঞপ্তির কার্যক্রম স্থগিত, বিজ্ঞপ্তিতে পদের সংখ্যা পরিবর্তন, বিজ্ঞপ্তিতে বর্ণিত এক বা একাধিক পদের নিয়োগ কার্যক্রম বাতিল, বিজ্ঞপ্তিতে বর্ণিত কোনো শর্ত বা অনুচ্ছেদ সংশোধন/পরিবর্তন/পরিমার্জন, সময় পরিবর্তন ও বাতিল করার ক্ষমতা সংরক্ষণ করবে। নিয়োগ সংক্রান্ত যে কোন বিষয়ে নিয়োগকারী কর্তৃপক্ষের সিদ্ধান্তই চূড়ান্ত বলে গণ্য হবে।: [912, 1121, 1714, 1165]
sub-text: আবেদনকারী বীর মুক্তিযোদ্ধা/বীর শহীদ/বীর মুক্তিযোদ্ধার পুত্র-কন্যা বা নাতি-নাতনি হলে তার স্বপক্ষে আবেদনকারীকে মুক্তিযুদ্ধ বিষয়ক মন্ত্রণালয় কর্তৃক প্রদত্ত সংশ্লিষ্ট বীর মুক্তিযোদ্ধার সনদের সত্যায়িত কপি, বীর মুক্তিযোদ্ধার সরকারী গেজেটের সত্যায়িত কপি ও পৌরসভার মেয়র/সিটি কর্পোরেশনের কাউন্সিলর/ইউনিয়ন পরিষদের চেয়ারম্যান কর্তৃক বীর মুক্তিযোদ্ধার সাথে তার সম্পর্কের বিষয়টি উল্লেখপূর্বক প্রদত্ত সনদের সত্যায়িত কপি;: [119, 1116, 845, 1161]
count-cell: ০১টি: [221, 260, 267, 313]
item-key: (ছ): [912, 593, 929, 607]
count-cell: ০১টি: [221, 714, 267, 768]
col-header-post: পদের নাম ও বেতন স্কেল: [66, 218, 221, 245]
condition-number: ১০।: [21, 1266, 41, 1280]
posts-table: [21, 217, 845, 768]
condition-text: আবেদনকারীকে তার সর্বশেষ অর্জিত শিক্ষাগত যোগ্যতার বিষয়টি আবেদনে উল্লেখ করতে হবে।: [67, 961, 499, 975]
condition-body: [67, 913, 845, 961]
